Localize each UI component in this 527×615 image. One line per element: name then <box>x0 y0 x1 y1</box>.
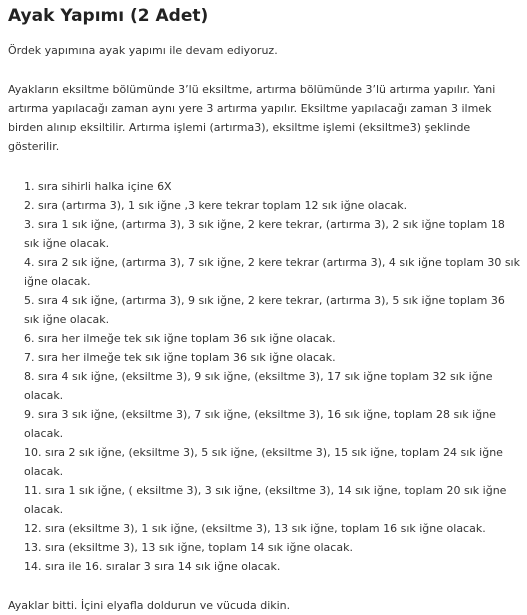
outro-paragraph: Ayaklar bitti. İçini elyafla doldurun ve vücuda dikin. <box>8 599 291 612</box>
step-item: 1. sıra sihirli halka içine 6X <box>24 180 172 193</box>
step-item: 11. sıra 1 sık iğne, ( eksiltme 3), 3 sık iğne, (eksiltme 3), 14 sık iğne, toplam 20 sık iğne olacak. <box>24 484 507 516</box>
step-item: 6. sıra her ilmeğe tek sık iğne toplam 36 sık iğne olacak. <box>24 332 336 345</box>
step-item: 4. sıra 2 sık iğne, (artırma 3), 7 sık iğne, 2 kere tekrar (artırma 3), 4 sık iğne toplam 30 sık iğne olacak. <box>24 256 520 288</box>
step-item: 13. sıra (eksiltme 3), 13 sık iğne, toplam 14 sık iğne olacak. <box>24 541 353 554</box>
step-item: 10. sıra 2 sık iğne, (eksiltme 3), 5 sık iğne, (eksiltme 3), 15 sık iğne, toplam 24 sık iğne olacak. <box>24 446 503 478</box>
section-title: Ayak Yapımı (2 Adet) <box>8 6 209 26</box>
step-item: 8. sıra 4 sık iğne, (eksiltme 3), 9 sık iğne, (eksiltme 3), 17 sık iğne toplam 32 sık iğne olacak. <box>24 370 493 402</box>
step-item: 9. sıra 3 sık iğne, (eksiltme 3), 7 sık iğne, (eksiltme 3), 16 sık iğne, toplam 28 sık iğne olacak. <box>24 408 496 440</box>
step-item: 2. sıra (artırma 3), 1 sık iğne ,3 kere tekrar toplam 12 sık iğne olacak. <box>24 199 408 212</box>
step-item: 3. sıra 1 sık iğne, (artırma 3), 3 sık iğne, 2 kere tekrar, (artırma 3), 2 sık iğne toplam 18 sık iğne olacak. <box>24 218 505 250</box>
description-paragraph: Ayakların eksiltme bölümünde 3’lü eksiltme, artırma bölümünde 3’lü artırma yapılır. Yani artırma yapılacağı zaman aynı yere 3 artırma yapılır. Eksiltme yapılacağı zaman 3 ilmek birden alınıp eksiltilir. Artırma işlemi (artırma3), eksiltme işlemi (eksiltme3) şeklinde gösterilir. <box>8 83 496 153</box>
intro-paragraph: Ördek yapımına ayak yapımı ile devam ediyoruz. <box>8 44 278 57</box>
step-item: 12. sıra (eksiltme 3), 1 sık iğne, (eksiltme 3), 13 sık iğne, toplam 16 sık iğne olacak. <box>24 522 486 535</box>
step-item: 7. sıra her ilmeğe tek sık iğne toplam 36 sık iğne olacak. <box>24 351 336 364</box>
step-item: 5. sıra 4 sık iğne, (artırma 3), 9 sık iğne, 2 kere tekrar, (artırma 3), 5 sık iğne toplam 36 sık iğne olacak. <box>24 294 505 326</box>
step-item: 14. sıra ile 16. sıralar 3 sıra 14 sık iğne olacak. <box>24 560 281 573</box>
steps-list <box>8 177 521 576</box>
